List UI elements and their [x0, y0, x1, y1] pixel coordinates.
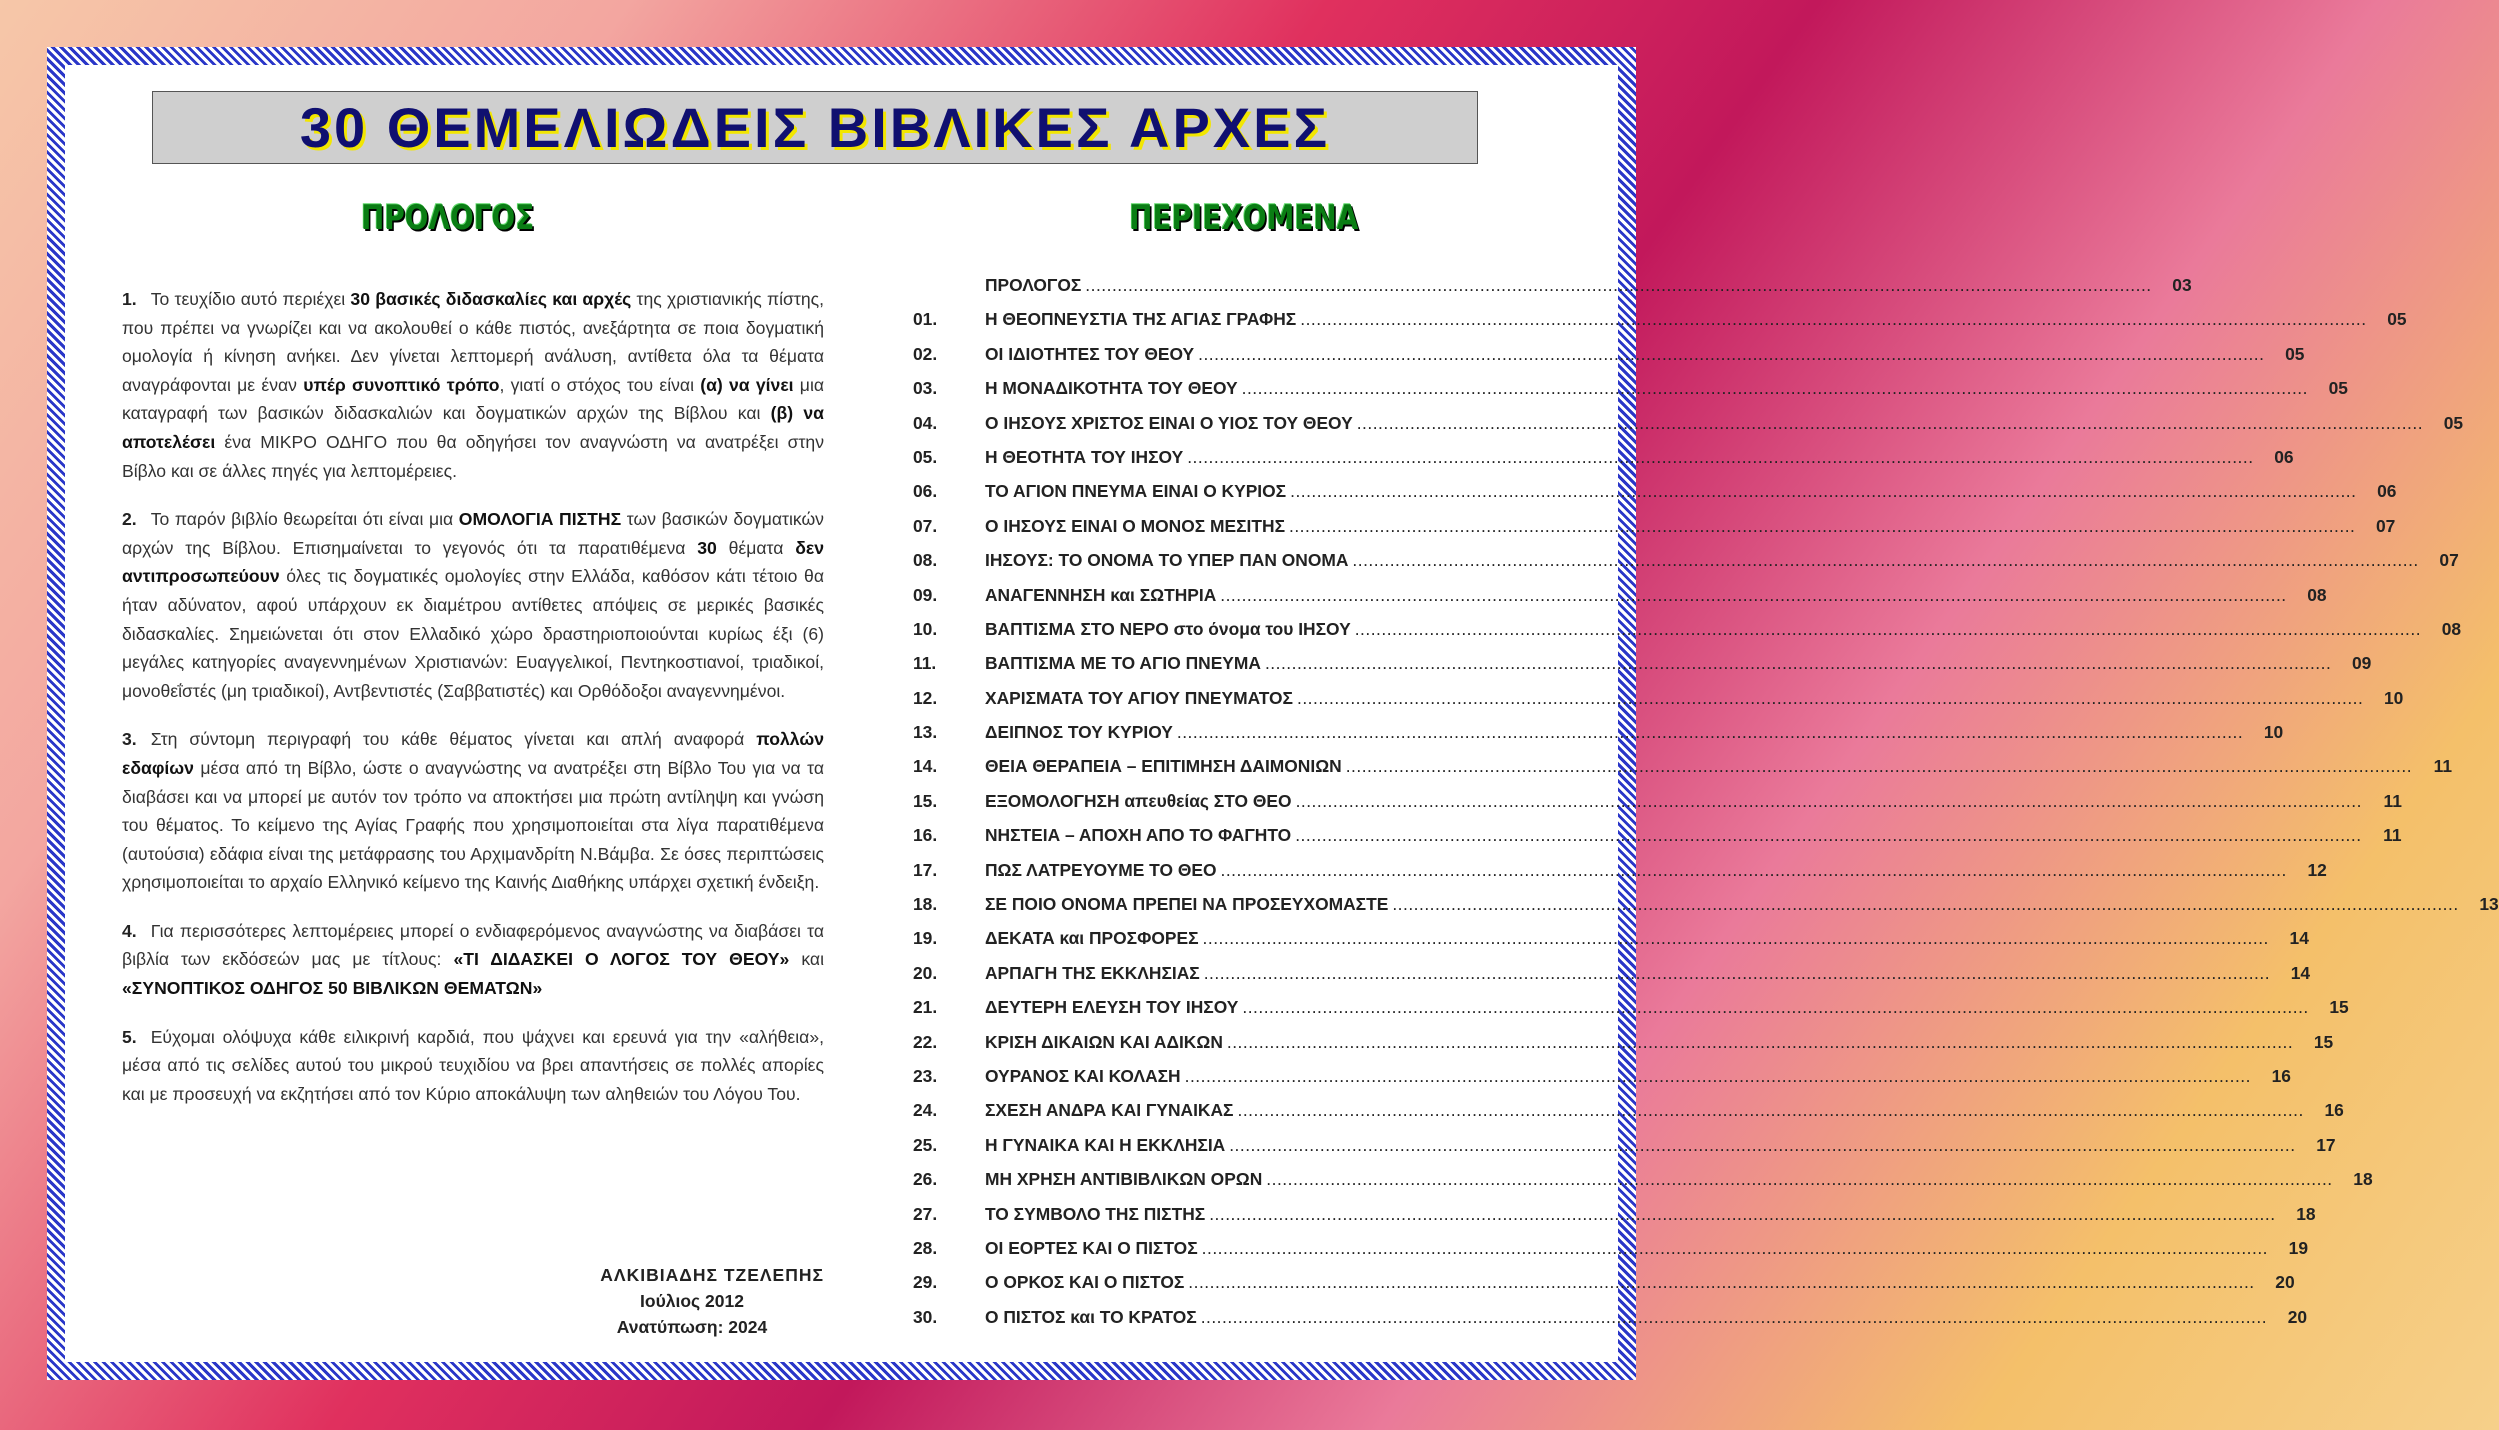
emphasis-text: ΟΜΟΛΟΓΙΑ ΠΙΣΤΗΣ: [458, 509, 622, 530]
paragraph-text: όλες τις δογματικές ομολογίες στην Ελλάδα, καθόσον κάτι τέτοιο θα ήταν αδύνατον, αφού υπάρχουν εκ διαμέτρου αντίθετες απόψεις σε μερικές βασικές διδασκαλίες. Σημειώνεται ότι στον Ελλαδικό χώρο δραστηριοποιούνται κυρίως έξι (6) μεγάλες κατηγορίες αναγεννημένων Χριστιανών: Ευαγγελικοί, Πεντηκοστιανοί, τριαδικοί, μονοθεΐστές (μη τριαδικοί), Αντβεντιστές (Σαββατιστές) και Ορθόδοξοι αναγεννημένοι.: [122, 566, 824, 701]
toc-entry: [913, 584, 2327, 619]
toc-entry-title: Ο ΟΡΚΟΣ ΚΑΙ Ο ΠΙΣΤΟΣ: [985, 1272, 1185, 1293]
toc-entry-number: 02.: [913, 343, 938, 364]
toc-entry: [913, 653, 2372, 687]
toc-entry: [913, 618, 2462, 653]
emphasis-text: «ΤΙ ΔΙΔΑΣΚΕΙ Ο ΛΟΓΟΣ ΤΟΥ ΘΕΟΥ»: [453, 949, 790, 970]
toc-entry: [913, 1306, 2308, 1341]
toc-entry-number: 19.: [913, 928, 938, 949]
prologue-paragraph: [122, 1023, 824, 1109]
paragraph-text: Στη σύντομη περιγραφή του κάθε θέματος γίνεται και απλή αναφορά: [150, 729, 757, 750]
toc-entry-title: Ο ΙΗΣΟΥΣ ΧΡΙΣΤΟΣ ΕΙΝΑΙ Ο ΥΙΟΣ ΤΟΥ ΘΕΟΥ: [985, 412, 1353, 433]
page-title: 30 ΘΕΜΕΛΙΩΔΕΙΣ ΒΙΒΛΙΚΕΣ ΑΡΧΕΣ: [299, 96, 1331, 159]
toc-entry: [913, 722, 2284, 756]
toc-entry-page: 20: [2287, 1306, 2308, 1327]
toc-entry-title: Η ΘΕΟΠΝΕΥΣΤΙΑ ΤΗΣ ΑΓΙΑΣ ΓΡΑΦΗΣ: [985, 309, 1297, 330]
toc-entry: [913, 1169, 2373, 1203]
toc-entry-number: 18.: [913, 894, 938, 915]
toc-entry-number: 20.: [913, 962, 938, 983]
toc-entry-number: 28.: [913, 1237, 938, 1258]
toc-dot-leader: ........................................................................................................................................................................................................: [1220, 859, 2287, 880]
toc-entry-title: ΧΑΡΙΣΜΑΤΑ ΤΟΥ ΑΓΙΟΥ ΠΝΕΥΜΑΤΟΣ: [985, 687, 1293, 708]
toc-entry: [913, 756, 2453, 790]
toc-entry-page: 05: [2443, 412, 2464, 433]
toc-entry-number: 10.: [913, 618, 938, 639]
toc-entry-number: 21.: [913, 997, 938, 1018]
emphasis-text: πολλών εδαφίων: [122, 729, 824, 778]
toc-entry-page: 06: [2274, 446, 2294, 467]
toc-entry-title: ΑΡΠΑΓΗ ΤΗΣ ΕΚΚΛΗΣΙΑΣ: [985, 962, 1200, 983]
emphasis-text: «ΣΥΝΟΠΤΙΚΟΣ ΟΔΗΓΟΣ 50 ΒΙΒΛΙΚΩΝ ΘΕΜΑΤΩΝ»: [122, 978, 543, 999]
toc-entry-page: 08: [2441, 618, 2462, 639]
toc-entry: [913, 790, 2402, 825]
toc-entry-page: 05: [2285, 343, 2305, 364]
toc-entry: [913, 1237, 2308, 1272]
toc-entry-number: 01.: [913, 309, 938, 330]
toc-entry-number: 15.: [913, 790, 938, 811]
toc-entry-page: 11: [2433, 756, 2453, 777]
toc-entry-page: 19: [2288, 1237, 2308, 1258]
toc-entry-number: 29.: [913, 1272, 938, 1293]
toc-dot-leader: ........................................................................................................................................................................................................: [1202, 928, 2269, 949]
toc-dot-leader: ........................................................................................................................................................................................................: [1290, 481, 2357, 502]
toc-entry-number: 23.: [913, 1065, 938, 1086]
toc-entry-number: 06.: [913, 481, 938, 502]
toc-entry-page: 16: [2324, 1100, 2344, 1121]
toc-dot-leader: ........................................................................................................................................................................................................: [1226, 1031, 2294, 1052]
paragraph-text: και: [789, 949, 824, 970]
toc-entry-title: ΠΩΣ ΛΑΤΡΕΥΟΥΜΕ ΤΟ ΘΕΟ: [985, 859, 1217, 880]
toc-entry-number: 16.: [913, 825, 938, 846]
toc-entry-page: 09: [2351, 653, 2372, 674]
emphasis-text: 30 βασικές διδασκαλίες και αρχές: [350, 289, 632, 309]
paragraph-text: Το παρόν βιβλίο θεωρείται ότι είναι μια: [150, 509, 459, 530]
toc-entry-title: ΙΗΣΟΥΣ: ΤΟ ΟΝΟΜΑ ΤΟ ΥΠΕΡ ΠΑΝ ΟΝΟΜΑ: [985, 550, 1349, 571]
toc-dot-leader: ........................................................................................................................................................................................................: [1297, 687, 2364, 708]
toc-dot-leader: ........................................................................................................................................................................................................: [1352, 550, 2419, 571]
toc-entry-page: 12: [2307, 859, 2327, 880]
emphasis-text: (α) να γίνει: [700, 374, 794, 395]
prologue-heading: ΠΡΟΛΟΓΟΣ: [361, 198, 535, 238]
signature-block: [560, 1262, 824, 1340]
toc-dot-leader: ........................................................................................................................................................................................................: [1264, 653, 2332, 674]
toc-entry-title: ΒΑΠΤΙΣΜΑ ΣΤΟ ΝΕΡΟ στο όνομα του ΙΗΣΟΥ: [985, 618, 1351, 639]
toc-dot-leader: ........................................................................................................................................................................................................: [1176, 722, 2244, 743]
toc-entry-title: ΑΝΑΓΕΝΝΗΣΗ και ΣΩΤΗΡΙΑ: [985, 584, 1217, 605]
paragraph-text: μέσα από τη Βίβλο, ώστε ο αναγνώστης να ανατρέξει στη Βίβλο Του για να τα διαβάσει και να μπορεί με αυτόν τον τρόπο να αποκτήσει μια πρώτη αντίληψη και γνώση του θέματος. Το κείμενο της Αγίας Γραφής που χρησιμοποιείται στα λίγα παρατιθέμενα (αυτούσια) εδάφια είναι της μετάφρασης του Αρχιμανδρίτη Ν.Βάμβα. Σε όσες περιπτώσεις χρησιμοποιείται το αρχαίο Ελληνικό κείμενο της Καινής Διαθήκης υπάρχει σχετική ένδειξη.: [122, 757, 824, 893]
toc-entry-page: 08: [2307, 584, 2327, 605]
toc-entry-title: ΣΕ ΠΟΙΟ ΟΝΟΜΑ ΠΡΕΠΕΙ ΝΑ ΠΡΟΣΕΥΧΟΜΑΣΤΕ: [985, 894, 1389, 915]
prologue-paragraph: [122, 285, 824, 485]
toc-entry: [913, 687, 2404, 722]
prologue-paragraph: [122, 725, 824, 897]
toc-entry-page: 10: [2384, 687, 2404, 708]
paragraph-text: Για περισσότερες λεπτομέρειες μπορεί ο ενδιαφερόμενος αναγνώστης να διαβάσει τα βιβλία των εκδόσεών μας με τίτλους:: [122, 920, 824, 970]
toc-entry: [913, 1031, 2334, 1066]
toc-dot-leader: ........................................................................................................................................................................................................: [1237, 1100, 2304, 1121]
toc-dot-leader: ........................................................................................................................................................................................................: [1295, 825, 2362, 846]
toc-entry: [913, 1100, 2344, 1134]
table-of-contents: [913, 275, 2499, 1341]
toc-entry-title: ΤΟ ΑΓΙΟΝ ΠΝΕΥΜΑ ΕΙΝΑΙ Ο ΚΥΡΙΟΣ: [985, 481, 1287, 502]
toc-dot-leader: ........................................................................................................................................................................................................: [1392, 894, 2459, 915]
reprint-note: Ανατύπωση: 2024: [616, 1317, 768, 1337]
toc-entry: [913, 962, 2311, 997]
toc-entry-page: 06: [2377, 481, 2397, 502]
toc-entry: [913, 378, 2348, 412]
toc-entry: [913, 309, 2407, 343]
toc-entry-page: 10: [2263, 722, 2284, 743]
toc-entry-title: ΠΡΟΛΟΓΟΣ: [985, 275, 1082, 295]
toc-entry-number: 12.: [913, 687, 938, 708]
contents-heading: ΠΕΡΙΕΧΟΜΕΝΑ: [1129, 198, 1359, 238]
toc-dot-leader: ........................................................................................................................................................................................................: [1203, 962, 2271, 983]
toc-dot-leader: ........................................................................................................................................................................................................: [1184, 1065, 2251, 1086]
paragraph-text: Εύχομαι ολόψυχα κάθε ειλικρινή καρδιά, που ψάχνει και ερευνά για την «αλήθεια», μέσα από τις σελίδες αυτού του μικρού τευχιδίου να βρει απαντήσεις σε πολλές απορίες και με προσευχή να εκζητήσει από τον Κύριο αποκάλυψη των αληθειών του Λόγου Του.: [122, 1026, 824, 1104]
emphasis-text: υπέρ συνοπτικό τρόπο: [303, 374, 500, 395]
toc-entry: [913, 550, 2459, 584]
toc-entry-title: ΤΟ ΣΥΜΒΟΛΟ ΤΗΣ ΠΙΣΤΗΣ: [985, 1203, 1206, 1224]
paragraph-text: μια καταγραφή των βασικών διδασκαλιών και δογματικών αρχών της Βίβλου και: [122, 374, 825, 424]
toc-dot-leader: ........................................................................................................................................................................................................: [1187, 446, 2254, 467]
toc-entry-number: 22.: [913, 1031, 938, 1052]
title-banner: [152, 91, 1478, 164]
toc-entry: [913, 515, 2396, 550]
toc-entry: [913, 481, 2397, 515]
toc-entry-title: ΣΧΕΣΗ ΑΝΔΡΑ ΚΑΙ ΓΥΝΑΙΚΑΣ: [985, 1100, 1234, 1121]
signature-date: Ιούλιος 2012: [640, 1291, 744, 1311]
paragraph-number: 4.: [122, 920, 137, 941]
toc-entry-page: 18: [2296, 1203, 2316, 1224]
toc-entry-number: 27.: [913, 1203, 938, 1224]
toc-entry-title: ΟΙ ΙΔΙΟΤΗΤΕΣ ΤΟΥ ΘΕΟΥ: [985, 343, 1195, 364]
toc-entry-title: ΔΕΥΤΕΡΗ ΕΛΕΥΣΗ ΤΟΥ ΙΗΣΟΥ: [985, 997, 1239, 1018]
paragraph-text: , γιατί ο στόχος του είναι: [499, 374, 701, 395]
toc-dot-leader: ........................................................................................................................................................................................................: [1188, 1272, 2255, 1293]
toc-entry-number: 24.: [913, 1100, 938, 1121]
toc-entry-number: 25.: [913, 1134, 938, 1155]
toc-entry: [913, 997, 2349, 1031]
toc-entry-number: 03.: [913, 378, 938, 399]
toc-entry-number: 07.: [913, 515, 938, 536]
paragraph-number: 2.: [122, 509, 137, 530]
toc-dot-leader: ........................................................................................................................................................................................................: [1356, 412, 2424, 433]
toc-entry-title: ΟΙ ΕΟΡΤΕΣ ΚΑΙ Ο ΠΙΣΤΟΣ: [985, 1237, 1198, 1258]
toc-entry-page: 05: [2387, 309, 2407, 330]
toc-dot-leader: ........................................................................................................................................................................................................: [1241, 378, 2308, 399]
toc-entry-page: 14: [2289, 928, 2309, 949]
toc-entry: [913, 412, 2464, 447]
toc-entry-title: Ο ΙΗΣΟΥΣ ΕΙΝΑΙ Ο ΜΟΝΟΣ ΜΕΣΙΤΗΣ: [985, 515, 1286, 536]
prologue-text: [122, 285, 824, 1128]
emphasis-text: δεν αντιπροσωπεύουν: [122, 537, 824, 587]
toc-entry-title: ΔΕΚΑΤΑ και ΠΡΟΣΦΟΡΕΣ: [985, 928, 1199, 949]
toc-entry-page: 17: [2316, 1134, 2336, 1155]
toc-entry-title: ΚΡΙΣΗ ΔΙΚΑΙΩΝ ΚΑΙ ΑΔΙΚΩΝ: [985, 1031, 1223, 1052]
toc-entry-number: 08.: [913, 550, 938, 571]
toc-dot-leader: ........................................................................................................................................................................................................: [1266, 1169, 2333, 1190]
toc-entry: [913, 859, 2327, 894]
toc-entry-title: Η ΜΟΝΑΔΙΚΟΤΗΤΑ ΤΟΥ ΘΕΟΥ: [985, 378, 1238, 399]
toc-entry-page: 15: [2313, 1031, 2334, 1052]
author-name: ΑΛΚΙΒΙΑΔΗΣ ΤΖΕΛΕΠΗΣ: [600, 1265, 824, 1285]
toc-dot-leader: ........................................................................................................................................................................................................: [1295, 790, 2362, 811]
toc-entry: [913, 1134, 2336, 1169]
toc-entry-number: 09.: [913, 584, 938, 605]
paragraph-text: ένα ΜΙΚΡΟ ΟΔΗΓΟ που θα οδηγήσει τον αναγνώστη να ανατρέξει στην Βίβλο και σε άλλες πηγές για λεπτομέρειες.: [122, 431, 824, 481]
toc-entry-title: ΒΑΠΤΙΣΜΑ ΜΕ ΤΟ ΑΓΙΟ ΠΝΕΥΜΑ: [985, 653, 1261, 674]
emphasis-text: (β) να αποτελέσει: [122, 403, 824, 452]
toc-entry-number: 05.: [913, 446, 938, 467]
toc-entry-page: 11: [2383, 790, 2402, 811]
toc-entry: [913, 928, 2309, 962]
toc-entry-number: 04.: [913, 412, 938, 433]
toc-entry: [913, 1203, 2316, 1238]
paragraph-number: 5.: [122, 1026, 137, 1047]
toc-entry-title: ΔΕΙΠΝΟΣ ΤΟΥ ΚΥΡΙΟΥ: [985, 722, 1173, 743]
toc-dot-leader: ........................................................................................................................................................................................................: [1220, 584, 2287, 605]
toc-entry-page: 03: [2172, 275, 2192, 295]
toc-entry: [913, 446, 2294, 481]
toc-dot-leader: ........................................................................................................................................................................................................: [1085, 275, 2152, 295]
toc-entry-title: ΜΗ ΧΡΗΣΗ ΑΝΤΙΒΙΒΛΙΚΩΝ ΟΡΩΝ: [985, 1169, 1263, 1190]
toc-entry-page: 20: [2275, 1272, 2295, 1293]
toc-dot-leader: ........................................................................................................................................................................................................: [1242, 997, 2309, 1018]
toc-entry-page: 07: [2376, 515, 2396, 536]
toc-entry: [913, 1272, 2295, 1306]
toc-entry-number: 13.: [913, 722, 938, 743]
toc-dot-leader: ........................................................................................................................................................................................................: [1289, 515, 2356, 536]
toc-entry-title: Η ΓΥΝΑΙΚΑ ΚΑΙ Η ΕΚΚΛΗΣΙΑ: [985, 1134, 1226, 1155]
paragraph-text: της χριστιανικής πίστης, που πρέπει να γνωρίζει και να ακολουθεί ο κάθε πιστός, ανεξάρτητα σε ποια δογματική ομολογία ή κίνηση ανήκει. Δεν γίνεται λεπτομερή ανάλυση, αντίθετα όλα τα θέματα αναγράφονται με έναν: [122, 289, 824, 395]
toc-entry-page: 05: [2328, 378, 2348, 399]
prologue-paragraph: [122, 917, 824, 1003]
toc-entry: [913, 894, 2499, 928]
toc-entry-title: ΕΞΟΜΟΛΟΓΗΣΗ απευθείας ΣΤΟ ΘΕΟ: [985, 790, 1292, 811]
toc-entry-title: Ο ΠΙΣΤΟΣ και ΤΟ ΚΡΑΤΟΣ: [985, 1306, 1197, 1327]
toc-entry-page: 18: [2353, 1169, 2373, 1190]
toc-entry-page: 13: [2479, 894, 2499, 915]
prologue-paragraph: [122, 505, 824, 705]
toc-entry-number: 17.: [913, 859, 938, 880]
paragraph-text: Το τευχίδιο αυτό περιέχει: [150, 289, 351, 309]
toc-dot-leader: ........................................................................................................................................................................................................: [1229, 1134, 2296, 1155]
paragraph-number: 3.: [122, 729, 137, 750]
toc-dot-leader: ........................................................................................................................................................................................................: [1354, 618, 2422, 639]
toc-dot-leader: ........................................................................................................................................................................................................: [1198, 343, 2265, 364]
paragraph-text: των βασικών δογματικών αρχών της Βίβλου. Επισημαίνεται το γεγονός ότι τα παρατιθέμενα: [122, 509, 824, 558]
toc-entry-number: 30.: [913, 1306, 938, 1327]
toc-entry-page: 07: [2439, 550, 2459, 571]
toc-entry-number: 26.: [913, 1169, 938, 1190]
toc-entry-title: ΘΕΙΑ ΘΕΡΑΠΕΙΑ – ΕΠΙΤΙΜΗΣΗ ΔΑΙΜΟΝΙΩΝ: [985, 756, 1342, 777]
paragraph-number: 1.: [122, 289, 137, 309]
paragraph-text: θέματα: [716, 537, 796, 558]
toc-entry-title: ΝΗΣΤΕΙΑ – ΑΠΟΧΗ ΑΠΟ ΤΟ ΦΑΓΗΤΟ: [985, 825, 1292, 846]
toc-entry: [913, 1065, 2291, 1100]
toc-dot-leader: ........................................................................................................................................................................................................: [1201, 1237, 2268, 1258]
toc-dot-leader: ........................................................................................................................................................................................................: [1300, 309, 2367, 330]
toc-entry-title: ΟΥΡΑΝΟΣ ΚΑΙ ΚΟΛΑΣΗ: [985, 1065, 1181, 1086]
toc-dot-leader: ........................................................................................................................................................................................................: [1209, 1203, 2276, 1224]
toc-entry-number: 11.: [913, 653, 937, 674]
toc-entry-page: 14: [2290, 962, 2311, 983]
toc-entry: [913, 275, 2192, 309]
toc-entry-page: 16: [2271, 1065, 2291, 1086]
toc-entry: [913, 825, 2402, 859]
toc-entry-title: Η ΘΕΟΤΗΤΑ ΤΟΥ ΙΗΣΟΥ: [985, 446, 1184, 467]
toc-dot-leader: ........................................................................................................................................................................................................: [1345, 756, 2413, 777]
toc-entry-page: 11: [2383, 825, 2402, 846]
toc-entry-page: 15: [2329, 997, 2349, 1018]
emphasis-text: 30: [697, 537, 717, 558]
toc-dot-leader: ........................................................................................................................................................................................................: [1200, 1306, 2268, 1327]
toc-entry: [913, 343, 2305, 378]
toc-entry-number: 14.: [913, 756, 938, 777]
